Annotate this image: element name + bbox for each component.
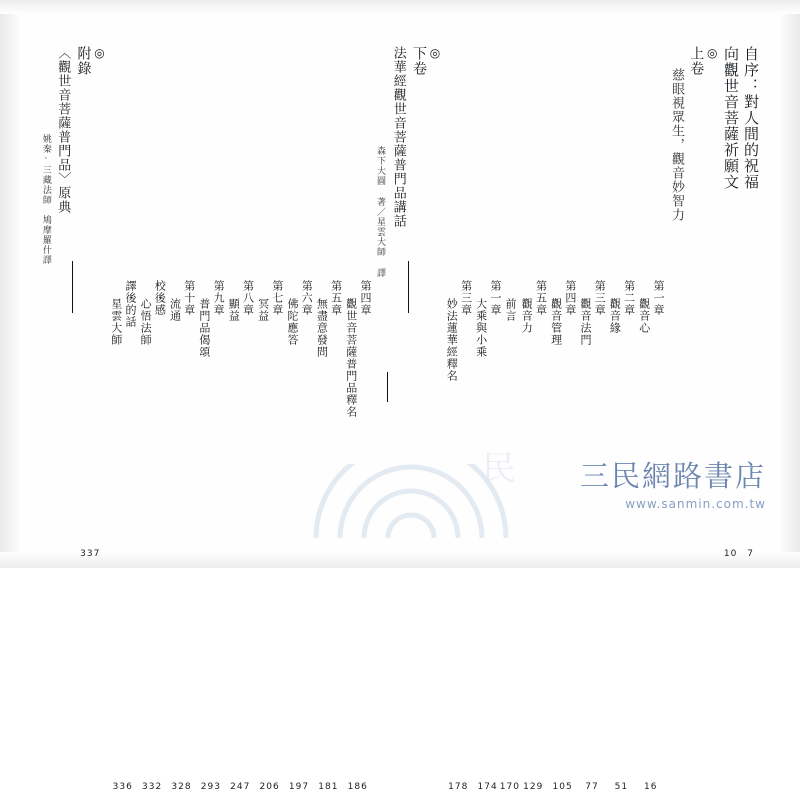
- toc-chapter-l0[interactable]: [499, 28, 520, 793]
- toc-appendix-title-col: [53, 28, 73, 526]
- toc-afterword-proof[interactable]: [138, 28, 167, 793]
- page-number: 51: [614, 782, 629, 793]
- chapter-number: 第三章: [459, 280, 473, 316]
- toc-subtitle-text: 慈眼視眾生，觀音妙智力: [668, 68, 684, 222]
- page-number: 178: [448, 782, 469, 793]
- chapter-number: 第三章: [593, 280, 607, 316]
- page-number: 174: [477, 782, 498, 793]
- vertical-rule: [72, 261, 73, 313]
- page-number: 77: [585, 782, 599, 793]
- toc-volume-upper[interactable]: [687, 28, 720, 526]
- chapter-number: 第四章: [563, 280, 577, 316]
- chapter-number: 第八章: [241, 280, 255, 316]
- chapter-title: 觀音管理: [549, 298, 563, 346]
- chapter-title: 冥益: [256, 298, 270, 322]
- toc-chapter-u4[interactable]: [548, 28, 577, 793]
- page-number: 186: [347, 782, 368, 793]
- toc-chapter-l8[interactable]: [226, 28, 255, 793]
- watermark-text: 三民網路書店: [579, 459, 766, 493]
- chapter-title: 妙法蓮華經釋名: [445, 298, 459, 382]
- toc-appendix-credit-col: [40, 28, 53, 614]
- toc-heading-text: 自序：對人間的祝福: [742, 46, 760, 190]
- toc-chapter-l1[interactable]: [473, 28, 502, 793]
- toc-chapter-l4[interactable]: [343, 28, 373, 793]
- toc-appendix[interactable]: [74, 28, 107, 559]
- vertical-rule: [387, 372, 388, 402]
- page-number: 10: [723, 548, 738, 559]
- chapter-title: 流通: [168, 298, 182, 322]
- toc-chapter-l9[interactable]: [197, 28, 226, 793]
- toc-heading-preface-2[interactable]: [721, 28, 740, 559]
- chapter-number: 第七章: [270, 280, 284, 316]
- page-number: 16: [644, 782, 658, 793]
- chapter-number: 第二章: [622, 280, 636, 316]
- chapter-title: 顯益: [227, 298, 241, 322]
- toc-subtitle-text: 〈觀世音菩薩普門品〉原典: [55, 46, 71, 214]
- chapter-title: 觀音法門: [579, 298, 592, 346]
- page-number: 181: [318, 782, 339, 793]
- chapter-number: 第一章: [652, 280, 666, 316]
- page-number: 170: [499, 782, 520, 793]
- toc-chapter-l3[interactable]: [444, 28, 473, 793]
- page-number: 293: [200, 782, 221, 793]
- circle-marker-icon: ◎: [428, 46, 443, 61]
- vertical-rule: [408, 261, 409, 313]
- toc-volume-lower[interactable]: [410, 28, 443, 526]
- toc-volume-lower-rule-col: [389, 28, 409, 526]
- page-number: 197: [288, 782, 310, 793]
- chapter-number: 第五章: [534, 280, 548, 316]
- toc-chapter-l7[interactable]: [255, 28, 284, 793]
- circle-marker-icon: ◎: [92, 46, 107, 61]
- chapter-title: 星雲大師: [109, 298, 123, 346]
- watermark-ghost-char: 民: [482, 449, 516, 489]
- page-number: 105: [552, 782, 573, 793]
- toc-heading-text: 向觀世音菩薩祈願文: [721, 46, 740, 190]
- page-number: 328: [171, 782, 192, 793]
- toc-chapter-l10[interactable]: [167, 28, 196, 793]
- toc-heading-preface-1[interactable]: [741, 28, 760, 559]
- circle-marker-icon: ◎: [705, 46, 720, 61]
- toc-chapter-u5[interactable]: [519, 28, 548, 793]
- chapter-number: 第十章: [182, 280, 196, 316]
- chapter-title: 佛陀應答: [285, 298, 299, 346]
- page-edge-shadow-left: [0, 0, 22, 568]
- table-of-contents: [40, 28, 760, 793]
- chapter-title: 前言: [504, 298, 518, 322]
- toc-afterword-translator[interactable]: [108, 28, 138, 793]
- chapter-number: 第一章: [488, 280, 502, 316]
- toc-chapter-l5[interactable]: [314, 28, 343, 793]
- chapter-title: 普門品偈頌: [197, 298, 211, 358]
- toc-credit-text: 姚秦·三藏法師 鳩摩羅什譯: [40, 134, 51, 265]
- chapter-number: 譯後的話: [124, 280, 138, 328]
- page-edge-shadow-top: [0, 0, 800, 14]
- chapter-title: 觀世音菩薩普門品釋名: [344, 298, 358, 418]
- toc-chapter-u1[interactable]: [636, 28, 666, 793]
- toc-credit-text: 森下大圓 著／星雲大師 譯: [374, 146, 385, 278]
- page-number: 336: [112, 782, 133, 793]
- toc-volume-label: 下卷: [411, 46, 428, 76]
- chapter-number: 第五章: [329, 280, 343, 316]
- page-number: 332: [142, 782, 163, 793]
- chapter-title: 心悟法師: [139, 298, 153, 346]
- watermark-url: www.sanmin.com.tw: [625, 497, 766, 511]
- page-edge-shadow-right: [778, 0, 800, 568]
- chapter-title: 觀音緣: [608, 298, 622, 334]
- page-number: 337: [80, 548, 101, 559]
- chapter-number: 第六章: [300, 280, 314, 316]
- chapter-number: 第九章: [212, 280, 226, 316]
- toc-volume-label: 上卷: [688, 46, 705, 76]
- chapter-title: 觀音力: [520, 298, 534, 334]
- chapter-number: 第四章: [359, 280, 373, 316]
- toc-volume-label: 附錄: [75, 46, 92, 76]
- toc-chapter-u3[interactable]: [578, 28, 607, 793]
- toc-volume-upper-subtitle: [667, 28, 686, 548]
- chapter-title: 觀音心: [637, 298, 651, 334]
- page-number: 7: [747, 548, 754, 559]
- toc-subtitle-text: 法華經觀世音菩薩普門品講話: [390, 46, 406, 228]
- chapter-title: 無盡意發問: [315, 298, 329, 358]
- page-number: 247: [230, 782, 251, 793]
- chapter-title: 大乘與小乘: [474, 298, 488, 358]
- page-number: 206: [259, 782, 280, 793]
- toc-chapter-l6[interactable]: [285, 28, 314, 793]
- chapter-number: 校後感: [153, 280, 167, 316]
- toc-chapter-u2[interactable]: [607, 28, 636, 793]
- page-number: 129: [523, 782, 544, 793]
- toc-volume-lower-credit-col: [374, 28, 388, 626]
